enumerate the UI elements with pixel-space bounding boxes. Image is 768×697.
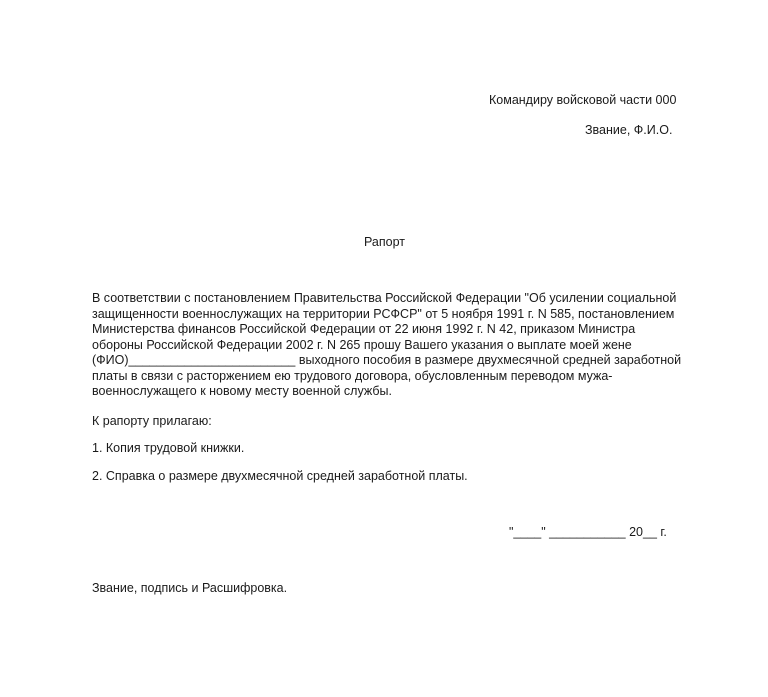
body-line-7: военнослужащего к новому месту военной службы.: [92, 384, 392, 398]
body-line-3: Министерства финансов Российской Федерации от 22 июня 1992 г. N 42, приказом Министра: [92, 322, 636, 336]
date-line: "____" ___________ 20__ г.: [509, 525, 667, 539]
body-line-2: защищенности военнослужащих на территории РСФСР" от 5 ноября 1991 г. N 585, постановлением: [92, 306, 675, 321]
document-title: Рапорт: [364, 235, 405, 249]
attachment-item-2: 2. Справка о размере двухмесячной средней заработной платы.: [92, 469, 468, 483]
signature-line: Звание, подпись и Расшифровка.: [92, 581, 288, 595]
body-line-6: платы в связи с расторжением ею трудового договора, обусловленным переводом мужа-: [92, 368, 613, 383]
addressee-rank-name-line: Звание, Ф.И.О.: [585, 123, 673, 137]
body-line-5: (ФИО)________________________ выходного пособия в размере двухмесячной средней заработной: [92, 353, 682, 367]
addressee-unit-line: Командиру войсковой части 000: [489, 93, 677, 107]
body-line-1: В соответствии с постановлением Правительства Российской Федерации "Об усилении социальной: [92, 291, 677, 305]
attachment-item-1: 1. Копия трудовой книжки.: [92, 441, 245, 455]
body-line-4: обороны Российской Федерации 2002 г. N 265 прошу Вашего указания о выплате моей жене: [92, 337, 632, 352]
attachments-intro: К рапорту прилагаю:: [92, 414, 212, 428]
report-body-paragraph: [92, 291, 682, 400]
